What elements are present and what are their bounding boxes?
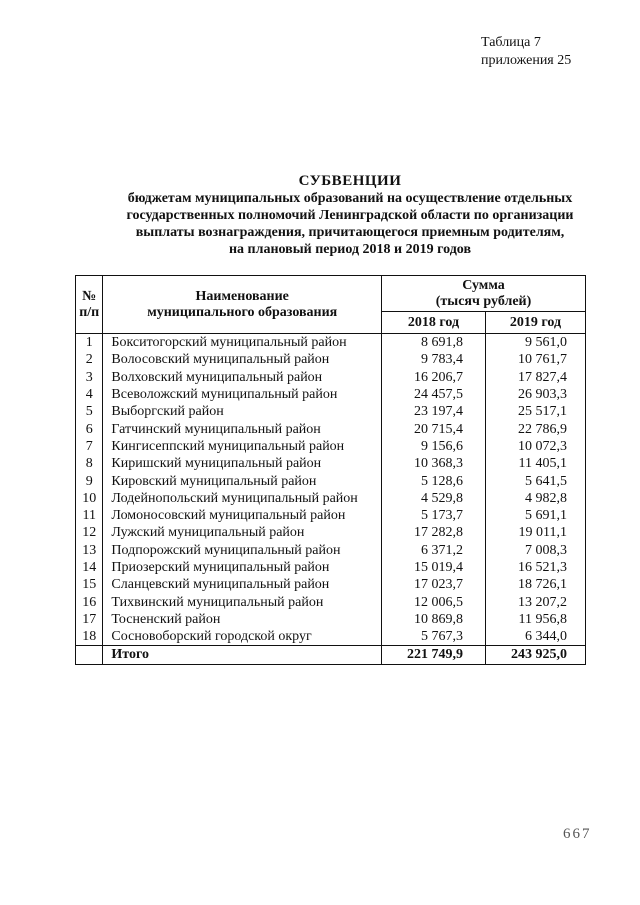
row-value-2018: 6 371,2	[382, 542, 486, 559]
row-number: 17	[76, 611, 103, 628]
table-row	[76, 472, 586, 489]
row-value-2019: 16 521,3	[486, 559, 586, 576]
table-row	[76, 593, 586, 610]
header-sum	[382, 276, 586, 312]
row-value-2018: 5 173,7	[382, 507, 486, 524]
table-row	[76, 351, 586, 368]
document-heading	[60, 172, 640, 258]
row-value-2019: 22 786,9	[486, 420, 586, 437]
table-row	[76, 524, 586, 541]
row-name: Гатчинский муниципальный район	[103, 420, 382, 437]
row-number: 15	[76, 576, 103, 593]
header-num	[76, 276, 103, 334]
table-row	[76, 576, 586, 593]
row-value-2019: 10 761,7	[486, 351, 586, 368]
table-row	[76, 507, 586, 524]
row-value-2018: 20 715,4	[382, 420, 486, 437]
table-row	[76, 542, 586, 559]
row-number: 18	[76, 628, 103, 646]
table-row	[76, 611, 586, 628]
row-name: Кингисеппский муниципальный район	[103, 438, 382, 455]
row-value-2018: 10 368,3	[382, 455, 486, 472]
row-value-2018: 5 128,6	[382, 472, 486, 489]
table-row	[76, 403, 586, 420]
header-sum-line1: Сумма	[462, 277, 505, 293]
row-number: 14	[76, 559, 103, 576]
total-row	[76, 646, 586, 665]
row-name: Бокситогорский муниципальный район	[103, 334, 382, 352]
row-value-2019: 19 011,1	[486, 524, 586, 541]
row-name: Тосненский район	[103, 611, 382, 628]
table-body	[76, 334, 586, 646]
row-value-2019: 25 517,1	[486, 403, 586, 420]
row-value-2018: 9 156,6	[382, 438, 486, 455]
table-row	[76, 369, 586, 386]
row-name: Тихвинский муниципальный район	[103, 593, 382, 610]
header-year-2018: 2018 год	[382, 312, 486, 334]
row-value-2018: 12 006,5	[382, 593, 486, 610]
row-value-2019: 5 691,1	[486, 507, 586, 524]
row-value-2019: 9 561,0	[486, 334, 586, 352]
table-row	[76, 386, 586, 403]
row-name: Подпорожский муниципальный район	[103, 542, 382, 559]
row-value-2019: 4 982,8	[486, 490, 586, 507]
table-row	[76, 490, 586, 507]
header-num-symbol: №	[82, 288, 97, 304]
row-number: 2	[76, 351, 103, 368]
row-name: Кировский муниципальный район	[103, 472, 382, 489]
total-num-cell	[76, 646, 103, 665]
row-value-2018: 17 282,8	[382, 524, 486, 541]
header-name-line1: Наименование	[195, 288, 289, 304]
header-num-abbrev: п/п	[79, 304, 100, 320]
row-value-2019: 26 903,3	[486, 386, 586, 403]
row-value-2019: 13 207,2	[486, 593, 586, 610]
row-number: 8	[76, 455, 103, 472]
row-value-2018: 16 206,7	[382, 369, 486, 386]
row-value-2018: 8 691,8	[382, 334, 486, 352]
header-name	[103, 276, 382, 334]
row-name: Волховский муниципальный район	[103, 369, 382, 386]
subtitle-line-3: выплаты вознаграждения, причитающегося приемным родителям,	[135, 225, 565, 240]
table-ref-line1: Таблица 7	[481, 35, 541, 50]
subventions-table	[75, 275, 586, 665]
subtitle-line-4: на плановый период 2018 и 2019 годов	[228, 242, 472, 257]
total-2018: 221 749,9	[382, 646, 486, 665]
table-row	[76, 628, 586, 646]
row-name: Волосовский муниципальный район	[103, 351, 382, 368]
row-number: 4	[76, 386, 103, 403]
row-name: Сланцевский муниципальный район	[103, 576, 382, 593]
row-value-2019: 7 008,3	[486, 542, 586, 559]
table-reference	[481, 34, 571, 70]
table-header-row	[76, 276, 586, 312]
subtitle-line-1: бюджетам муниципальных образований на осуществление отдельных	[127, 191, 573, 206]
row-value-2019: 6 344,0	[486, 628, 586, 646]
row-number: 3	[76, 369, 103, 386]
row-value-2019: 5 641,5	[486, 472, 586, 489]
row-number: 9	[76, 472, 103, 489]
row-value-2019: 18 726,1	[486, 576, 586, 593]
total-label: Итого	[103, 646, 382, 665]
row-value-2019: 11 405,1	[486, 455, 586, 472]
page-number: 667	[563, 826, 592, 842]
header-year-2019: 2019 год	[486, 312, 586, 334]
row-number: 12	[76, 524, 103, 541]
row-number: 1	[76, 334, 103, 352]
row-name: Ломоносовский муниципальный район	[103, 507, 382, 524]
total-2019: 243 925,0	[486, 646, 586, 665]
row-name: Лужский муниципальный район	[103, 524, 382, 541]
document-title: СУБВЕНЦИИ	[298, 173, 402, 189]
table-ref-line2: приложения 25	[481, 53, 572, 68]
row-value-2019: 11 956,8	[486, 611, 586, 628]
row-name: Приозерский муниципальный район	[103, 559, 382, 576]
row-value-2018: 24 457,5	[382, 386, 486, 403]
row-number: 7	[76, 438, 103, 455]
row-value-2018: 17 023,7	[382, 576, 486, 593]
row-number: 6	[76, 420, 103, 437]
row-value-2018: 4 529,8	[382, 490, 486, 507]
row-name: Выборгский район	[103, 403, 382, 420]
row-number: 16	[76, 593, 103, 610]
row-name: Киришский муниципальный район	[103, 455, 382, 472]
row-number: 10	[76, 490, 103, 507]
row-value-2019: 17 827,4	[486, 369, 586, 386]
table-row	[76, 455, 586, 472]
row-number: 13	[76, 542, 103, 559]
table-row	[76, 559, 586, 576]
row-value-2018: 9 783,4	[382, 351, 486, 368]
row-name: Всеволожский муниципальный район	[103, 386, 382, 403]
table-row	[76, 334, 586, 352]
row-value-2018: 23 197,4	[382, 403, 486, 420]
row-value-2018: 10 869,8	[382, 611, 486, 628]
row-number: 5	[76, 403, 103, 420]
row-value-2018: 5 767,3	[382, 628, 486, 646]
row-value-2019: 10 072,3	[486, 438, 586, 455]
table-row	[76, 438, 586, 455]
subtitle-line-2: государственных полномочий Ленинградской области по организации	[126, 208, 574, 223]
table-row	[76, 420, 586, 437]
row-name: Лодейнопольский муниципальный район	[103, 490, 382, 507]
header-name-line2: муниципального образования	[147, 304, 338, 320]
row-name: Сосновоборский городской округ	[103, 628, 382, 646]
row-number: 11	[76, 507, 103, 524]
header-sum-line2: (тысяч рублей)	[435, 293, 532, 309]
row-value-2018: 15 019,4	[382, 559, 486, 576]
